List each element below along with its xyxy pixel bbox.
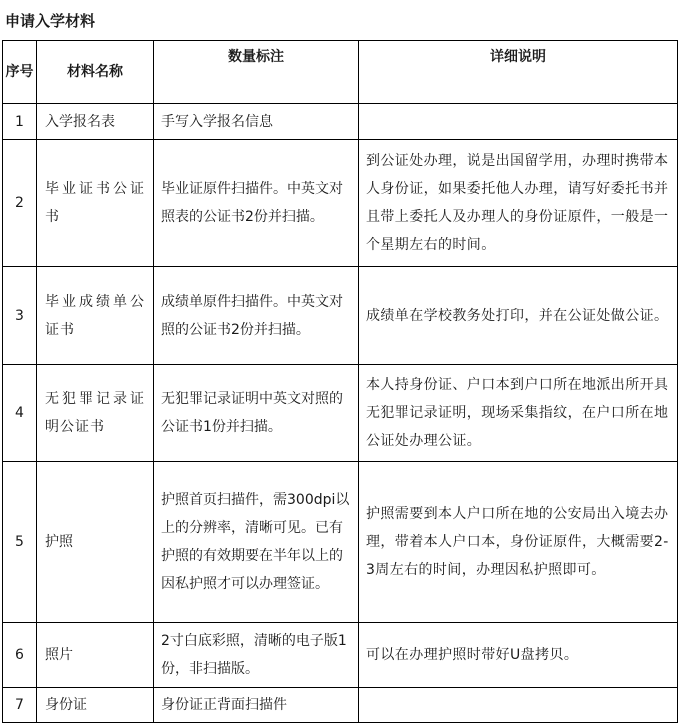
table-row <box>3 462 678 623</box>
row-no: 1 <box>3 104 37 140</box>
row-name: 入学报名表 <box>37 104 154 140</box>
header-name: 材料名称 <box>37 41 154 104</box>
row-name: 无犯罪记录证明公证书 <box>37 365 154 462</box>
table-row <box>3 688 678 723</box>
row-no: 2 <box>3 140 37 267</box>
header-qty: 数量标注 <box>154 41 359 104</box>
table-header-row <box>3 41 678 104</box>
row-name: 护照 <box>37 462 154 623</box>
row-desc: 成绩单在学校教务处打印，并在公证处做公证。 <box>359 267 678 365</box>
row-desc <box>359 688 678 723</box>
row-qty: 身份证正背面扫描件 <box>154 688 359 723</box>
table-row <box>3 104 678 140</box>
row-name: 身份证 <box>37 688 154 723</box>
row-desc <box>359 104 678 140</box>
row-no: 6 <box>3 623 37 688</box>
table-row <box>3 140 678 267</box>
header-no: 序号 <box>3 41 37 104</box>
row-name: 照片 <box>37 623 154 688</box>
row-qty: 无犯罪记录证明中英文对照的公证书1份并扫描。 <box>154 365 359 462</box>
row-qty: 护照首页扫描件，需300dpi以上的分辨率，清晰可见。已有护照的有效期要在半年以上的因私护照才可以办理签证。 <box>154 462 359 623</box>
row-no: 7 <box>3 688 37 723</box>
materials-table <box>2 40 678 723</box>
row-qty: 2寸白底彩照，清晰的电子版1份，非扫描版。 <box>154 623 359 688</box>
row-no: 4 <box>3 365 37 462</box>
table-row <box>3 623 678 688</box>
row-name: 毕业证书公证书 <box>37 140 154 267</box>
row-no: 3 <box>3 267 37 365</box>
table-row <box>3 267 678 365</box>
row-qty: 成绩单原件扫描件。中英文对照的公证书2份并扫描。 <box>154 267 359 365</box>
row-name: 毕业成绩单公证书 <box>37 267 154 365</box>
row-desc: 护照需要到本人户口所在地的公安局出入境去办理，带着本人户口本，身份证原件，大概需要2-3周左右的时间，办理因私护照即可。 <box>359 462 678 623</box>
row-desc: 到公证处办理，说是出国留学用，办理时携带本人身份证，如果委托他人办理，请写好委托书并且带上委托人及办理人的身份证原件，一般是一个星期左右的时间。 <box>359 140 678 267</box>
header-desc: 详细说明 <box>359 41 678 104</box>
section-title: 申请入学材料 <box>5 12 96 30</box>
row-desc: 本人持身份证、户口本到户口所在地派出所开具无犯罪记录证明，现场采集指纹，在户口所在地公证处办理公证。 <box>359 365 678 462</box>
table-row <box>3 365 678 462</box>
row-qty: 手写入学报名信息 <box>154 104 359 140</box>
row-no: 5 <box>3 462 37 623</box>
row-desc: 可以在办理护照时带好U盘拷贝。 <box>359 623 678 688</box>
row-qty: 毕业证原件扫描件。中英文对照表的公证书2份并扫描。 <box>154 140 359 267</box>
